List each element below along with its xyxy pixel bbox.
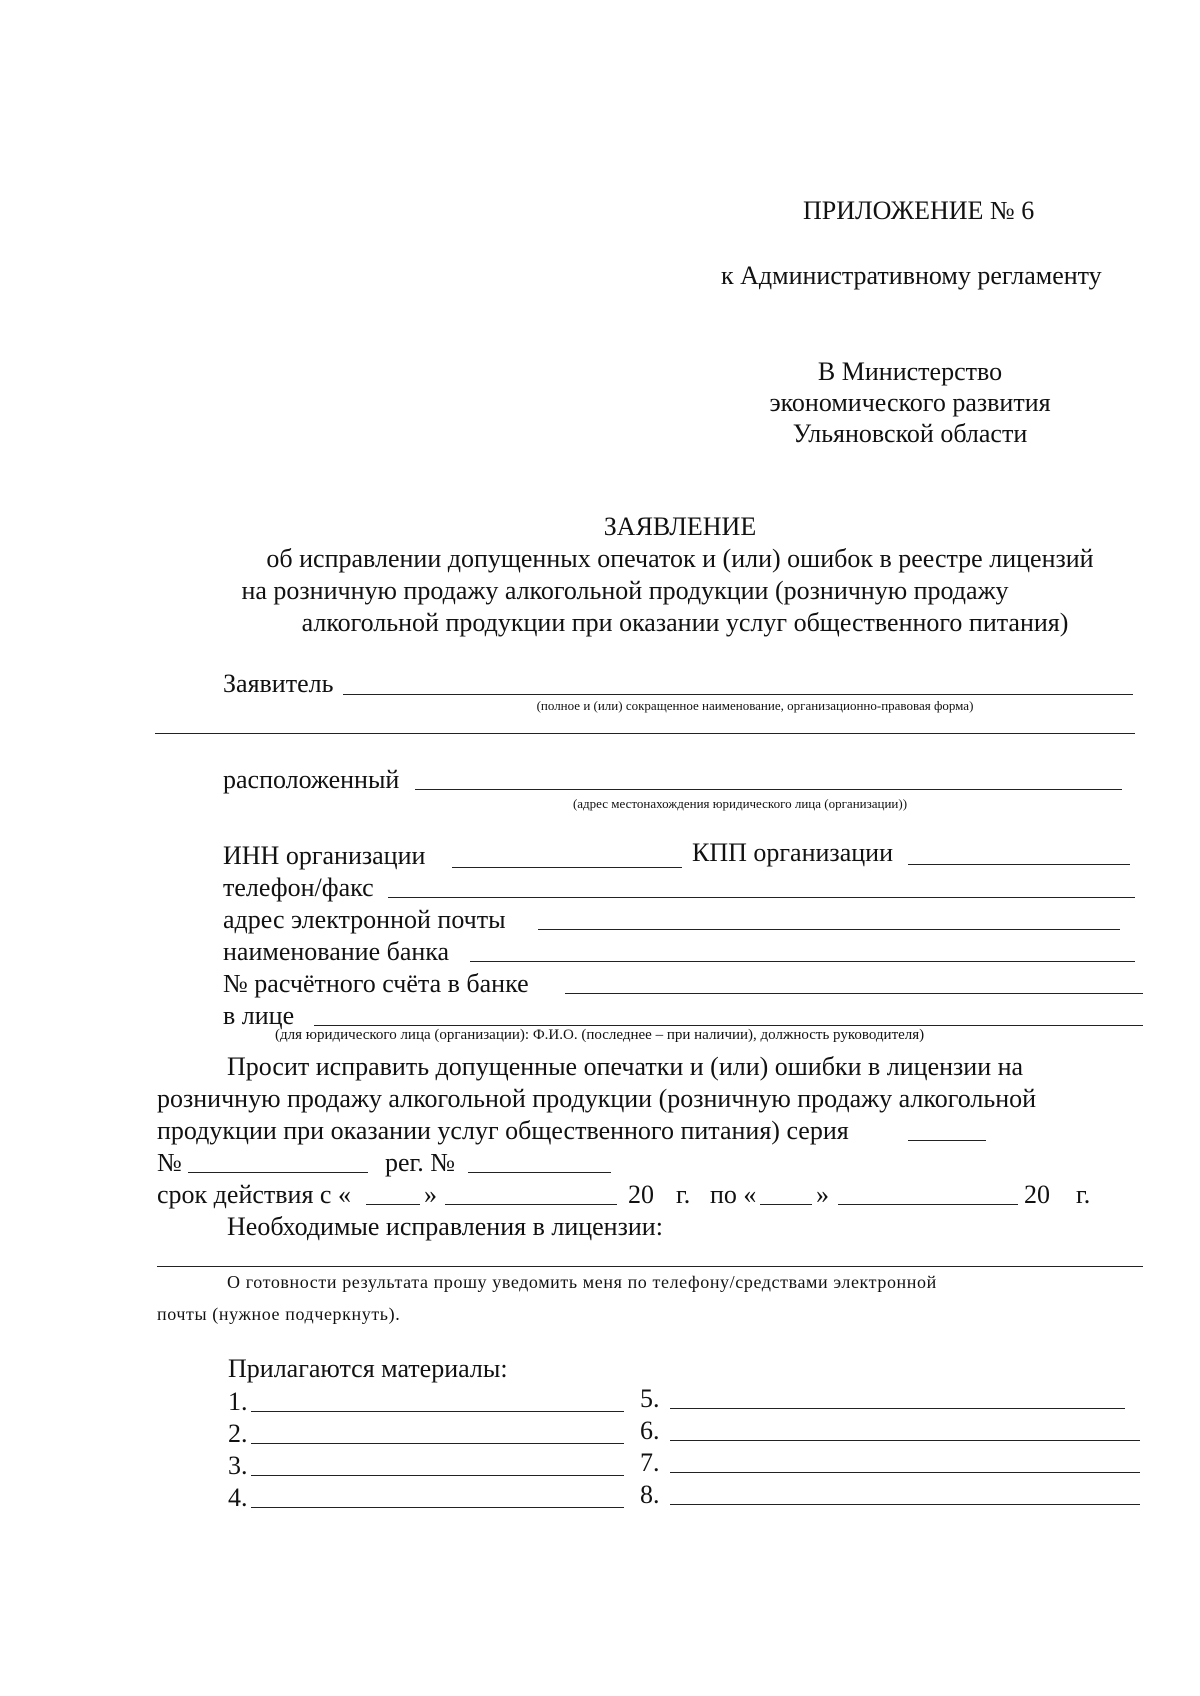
validity-from-quote: » [424, 1180, 437, 1209]
request-line-3: продукции при оказании услуг общественного питания) серия [157, 1116, 849, 1145]
notice-line-2: почты (нужное подчеркнуть). [157, 1304, 401, 1324]
attachment-field-7[interactable] [670, 1472, 1140, 1473]
attachment-number-6: 6. [640, 1416, 660, 1445]
reglament-reference: к Административному регламенту [721, 261, 1102, 290]
located-field[interactable] [415, 789, 1122, 790]
validity-from-year-prefix: 20 [628, 1180, 654, 1209]
applicant-field[interactable] [343, 694, 1133, 695]
attachment-number-3: 3. [228, 1451, 248, 1480]
attachment-number-4: 4. [228, 1483, 248, 1512]
attachment-field-4[interactable] [251, 1507, 624, 1508]
bank-label: наименование банка [223, 937, 450, 966]
attachment-field-2[interactable] [251, 1443, 624, 1444]
corrections-label: Необходимые исправления в лицензии: [227, 1212, 663, 1241]
title-subtitle-line-2: на розничную продажу алкогольной продукции (розничную продажу [241, 576, 1009, 605]
attachment-field-8[interactable] [670, 1504, 1140, 1505]
email-field[interactable] [538, 929, 1120, 930]
addressee-line-2: экономического развития [769, 388, 1051, 417]
located-caption: (адрес местонахождения юридического лица (организации)) [572, 796, 908, 811]
request-line-2: розничную продажу алкогольной продукции (розничную продажу алкогольной [157, 1084, 1037, 1113]
request-line-1: Просит исправить допущенные опечатки и (или) ошибки в лицензии на [227, 1052, 1024, 1081]
kpp-field[interactable] [908, 864, 1130, 865]
reg-number-label: рег. № [385, 1148, 456, 1177]
applicant-caption: (полное и (или) сокращенное наименование, организационно-правовая форма) [536, 698, 974, 713]
addressee-line-1: В Министерство [817, 357, 1003, 386]
notice-line-1: О готовности результата прошу уведомить меня по телефону/средствами электронной [227, 1272, 937, 1292]
addressee-line-3: Ульяновской области [792, 419, 1028, 448]
license-number-label: № [157, 1148, 182, 1177]
validity-from-day-field[interactable] [366, 1204, 420, 1205]
account-field[interactable] [565, 993, 1143, 994]
license-number-field[interactable] [188, 1172, 368, 1173]
attachment-number-7: 7. [640, 1448, 660, 1477]
reg-number-field[interactable] [468, 1172, 611, 1173]
appendix-number: ПРИЛОЖЕНИЕ № 6 [803, 196, 1035, 225]
title-subtitle-line-1: об исправлении допущенных опечаток и (или) ошибок в реестре лицензий [266, 544, 1094, 573]
inn-field[interactable] [452, 867, 682, 868]
attachment-field-5[interactable] [670, 1408, 1125, 1409]
validity-to-month-field[interactable] [838, 1204, 1018, 1205]
validity-from-year-suffix: г. [676, 1180, 691, 1209]
title-subtitle-line-3: алкогольной продукции при оказании услуг общественного питания) [301, 608, 1069, 637]
corrections-field[interactable] [157, 1266, 1143, 1267]
account-label: № расчётного счёта в банке [223, 969, 529, 998]
validity-label: срок действия с « [157, 1180, 351, 1209]
applicant-label: Заявитель [223, 669, 334, 698]
attachment-number-1: 1. [228, 1387, 248, 1416]
located-label: расположенный [223, 765, 400, 794]
applicant-field-continued[interactable] [155, 733, 1135, 734]
validity-to-day-field[interactable] [760, 1204, 812, 1205]
attachment-field-6[interactable] [670, 1440, 1140, 1441]
email-label: адрес электронной почты [223, 905, 506, 934]
kpp-label: КПП организации [692, 838, 893, 867]
validity-to-quote: » [816, 1180, 829, 1209]
attachment-number-8: 8. [640, 1480, 660, 1509]
attachments-label: Прилагаются материалы: [228, 1354, 508, 1383]
person-field[interactable] [314, 1025, 1143, 1026]
inn-label: ИНН организации [223, 841, 426, 870]
person-label: в лице [223, 1001, 295, 1030]
bank-field[interactable] [470, 961, 1135, 962]
attachment-number-2: 2. [228, 1419, 248, 1448]
document-title: ЗАЯВЛЕНИЕ [603, 512, 757, 541]
person-caption: (для юридического лица (организации): Ф.И.О. (последнее – при наличии), должность руководителя) [275, 1027, 925, 1043]
series-field[interactable] [908, 1140, 986, 1141]
validity-to-year-prefix: 20 [1024, 1180, 1050, 1209]
attachment-number-5: 5. [640, 1384, 660, 1413]
validity-to-year-suffix: г. [1076, 1180, 1091, 1209]
phone-label: телефон/факс [223, 873, 374, 902]
phone-field[interactable] [388, 897, 1135, 898]
attachment-field-3[interactable] [251, 1475, 624, 1476]
validity-to-label: по « [710, 1180, 757, 1209]
validity-from-month-field[interactable] [445, 1204, 617, 1205]
attachment-field-1[interactable] [251, 1411, 624, 1412]
